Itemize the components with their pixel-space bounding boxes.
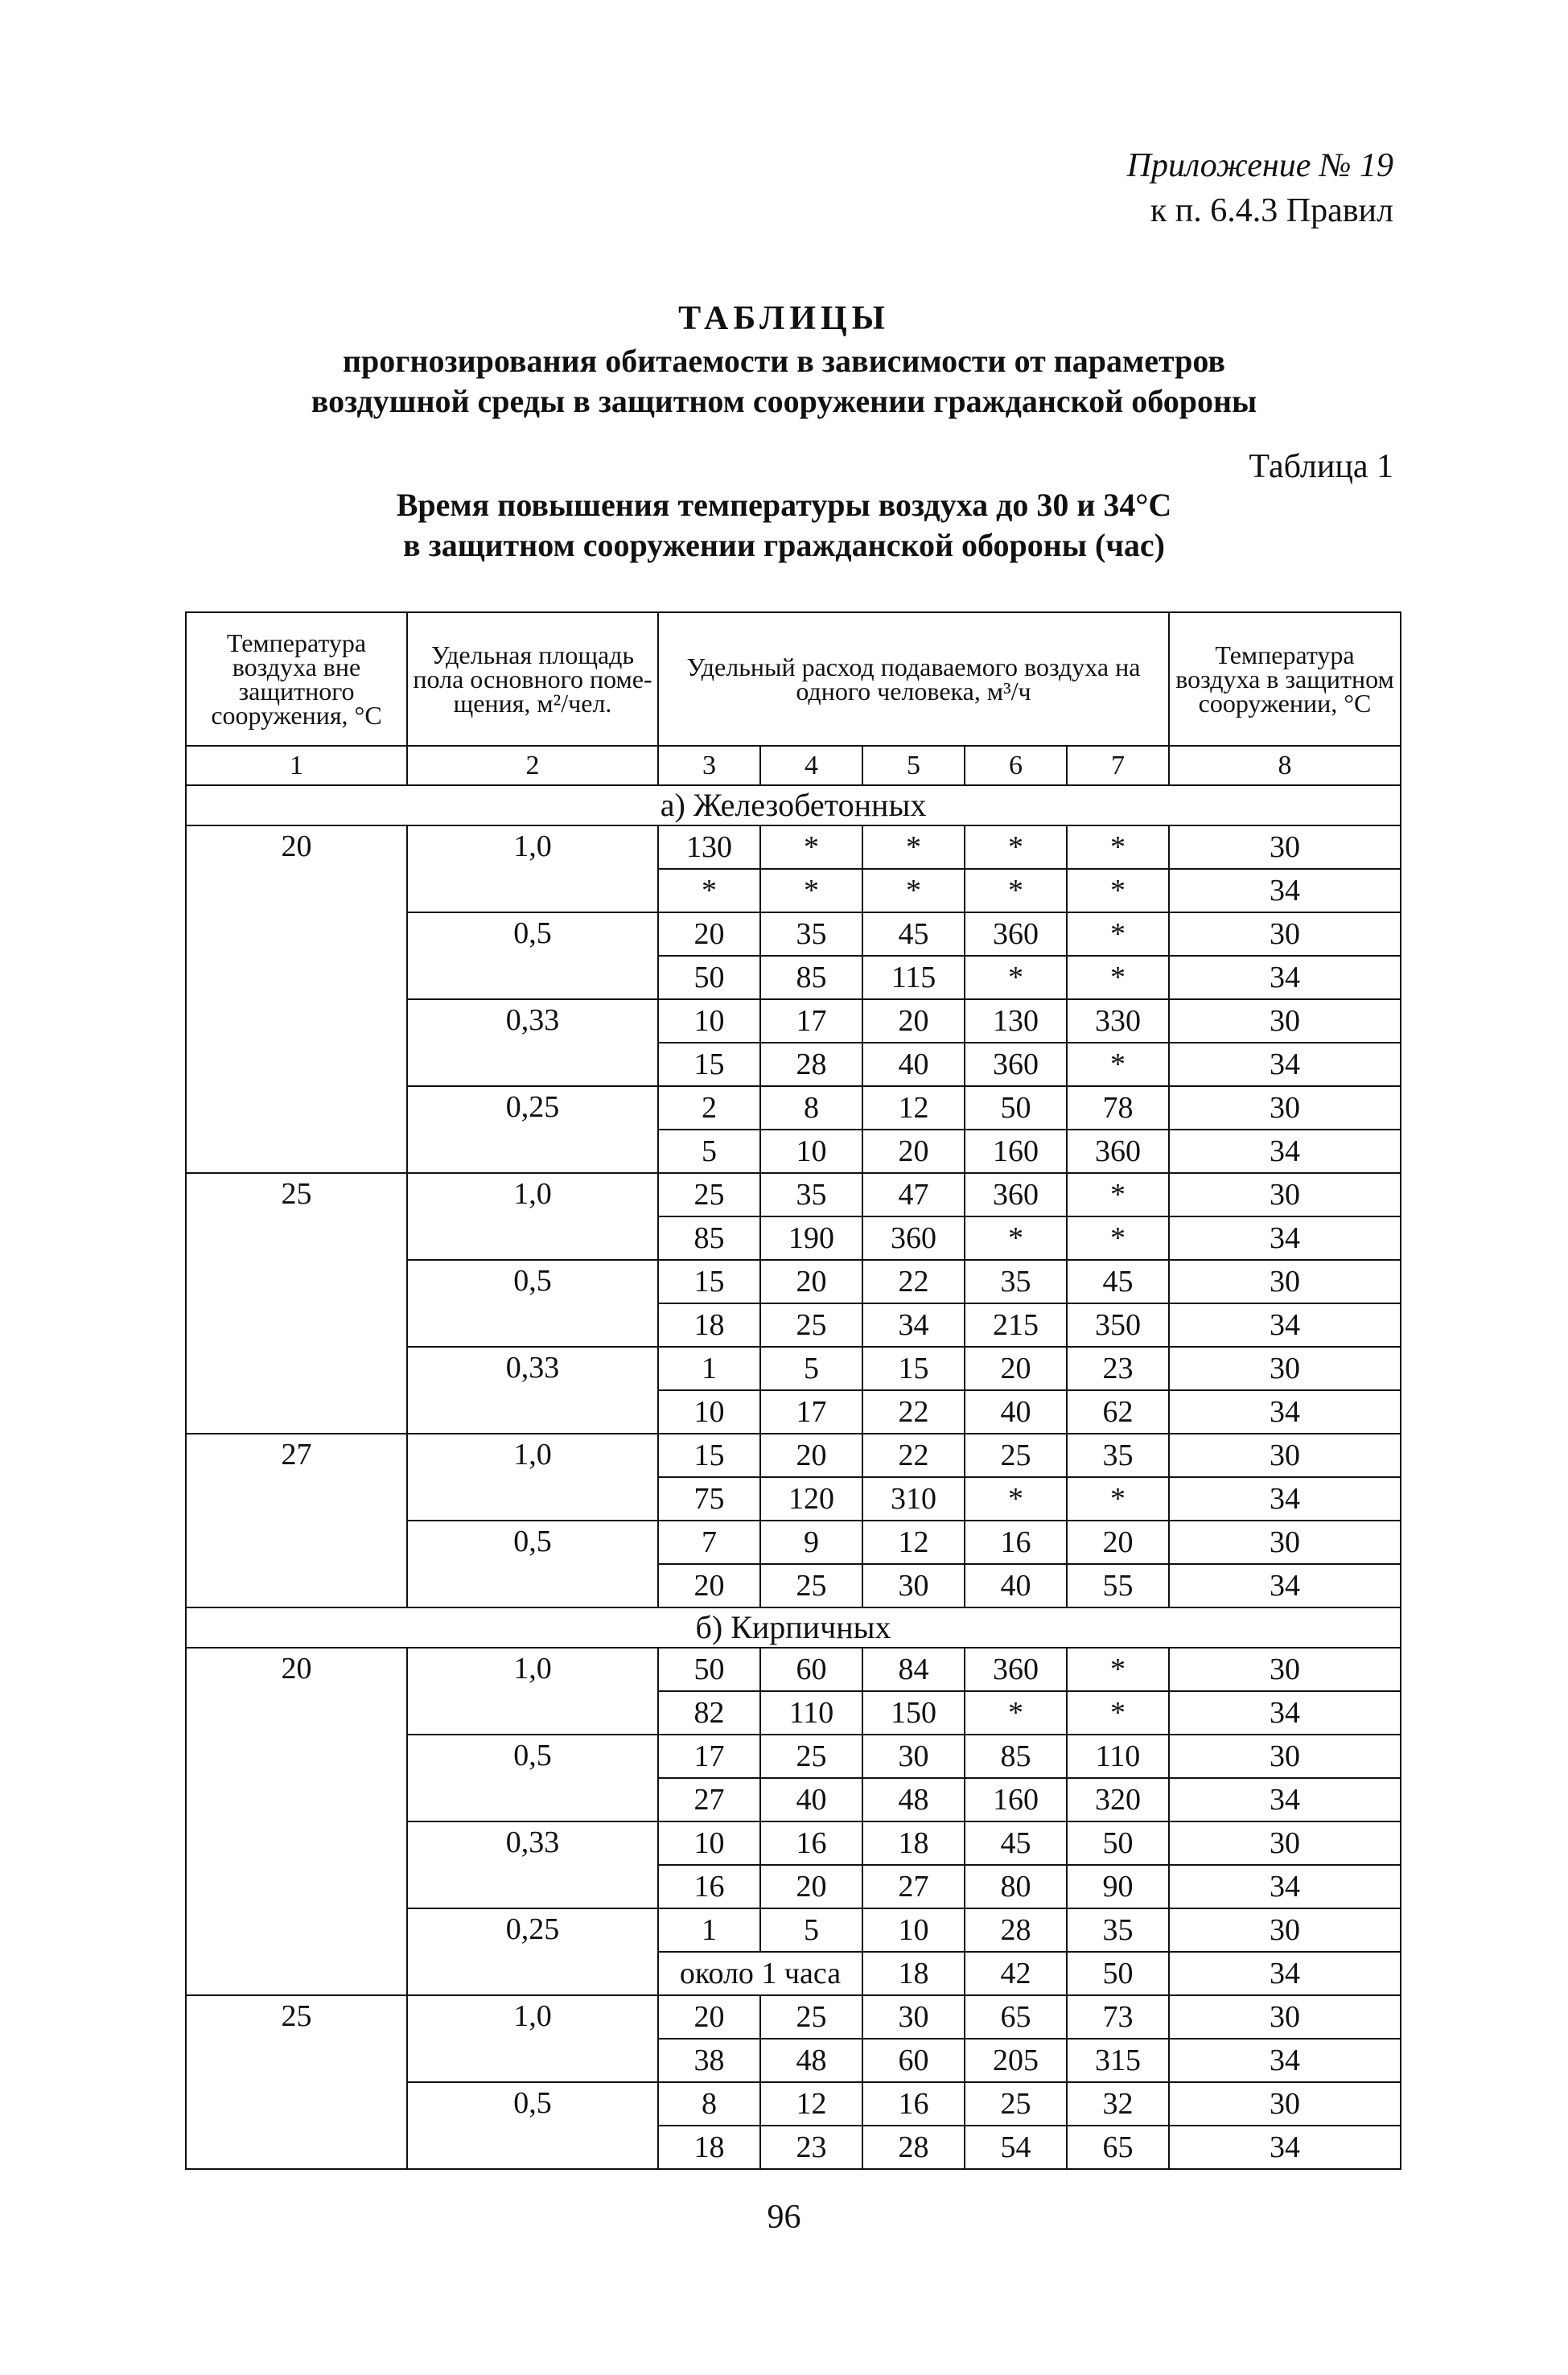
inside-temperature-cell: 34 — [1169, 2126, 1401, 2169]
value-cell: 20 — [760, 1434, 862, 1477]
value-cell: 35 — [1067, 1434, 1169, 1477]
value-cell: 360 — [965, 1173, 1067, 1216]
table-row — [186, 1648, 1401, 1691]
value-cell: 5 — [760, 1908, 862, 1952]
appendix-rule-reference: к п. 6.4.3 Правил — [1150, 192, 1393, 229]
floor-area-cell: 1,0 — [407, 1995, 658, 2082]
inside-temperature-cell: 30 — [1169, 1648, 1401, 1691]
value-cell: * — [760, 825, 862, 869]
inside-temperature-cell: 34 — [1169, 1691, 1401, 1735]
value-cell: 10 — [760, 1130, 862, 1173]
column-numbers-row — [186, 746, 1401, 785]
column-number: 4 — [760, 746, 862, 785]
value-cell: 160 — [965, 1778, 1067, 1821]
value-cell: 28 — [862, 2126, 965, 2169]
inside-temperature-cell: 34 — [1169, 1778, 1401, 1821]
inside-temperature-cell: 30 — [1169, 1086, 1401, 1130]
document-title: ТАБЛИЦЫ — [678, 300, 890, 337]
section-title: б) Кирпичных — [186, 1607, 1401, 1648]
value-cell: 18 — [658, 2126, 760, 2169]
table-caption-line-2: в защитном сооружении гражданской обороны (час) — [403, 527, 1165, 563]
value-cell: 20 — [658, 1564, 760, 1607]
inside-temperature-cell: 30 — [1169, 1995, 1401, 2039]
value-cell: 48 — [760, 2039, 862, 2082]
inside-temperature-cell: 34 — [1169, 1043, 1401, 1086]
floor-area-cell: 1,0 — [407, 1648, 658, 1735]
value-cell: 25 — [965, 2082, 1067, 2126]
value-cell: 10 — [658, 1390, 760, 1434]
value-cell: 30 — [862, 1564, 965, 1607]
floor-area-cell: 0,25 — [407, 1908, 658, 1995]
value-cell: 17 — [658, 1735, 760, 1778]
column-number: 7 — [1067, 746, 1169, 785]
value-cell: 7 — [658, 1521, 760, 1564]
value-cell: 20 — [1067, 1521, 1169, 1564]
value-cell: 27 — [862, 1865, 965, 1908]
value-cell: 110 — [1067, 1735, 1169, 1778]
value-cell: 45 — [862, 912, 965, 956]
column-number: 2 — [407, 746, 658, 785]
inside-temperature-cell: 34 — [1169, 1216, 1401, 1260]
value-cell: * — [965, 825, 1067, 869]
value-cell: * — [1067, 1691, 1169, 1735]
value-cell: 20 — [965, 1347, 1067, 1390]
value-cell: * — [1067, 869, 1169, 912]
floor-area-cell: 0,5 — [407, 912, 658, 999]
inside-temperature-cell: 30 — [1169, 1173, 1401, 1216]
value-cell: 25 — [760, 1995, 862, 2039]
floor-area-cell: 0,25 — [407, 1086, 658, 1173]
value-cell: 2 — [658, 1086, 760, 1130]
value-cell: 315 — [1067, 2039, 1169, 2082]
inside-temperature-cell: 30 — [1169, 999, 1401, 1043]
inside-temperature-cell: 34 — [1169, 1477, 1401, 1521]
floor-area-cell: 0,5 — [407, 1521, 658, 1607]
value-cell: 34 — [862, 1303, 965, 1347]
value-cell: 35 — [760, 1173, 862, 1216]
value-cell: * — [658, 869, 760, 912]
value-cell: 150 — [862, 1691, 965, 1735]
value-cell: 16 — [862, 2082, 965, 2126]
value-cell: 5 — [658, 1130, 760, 1173]
inside-temperature-cell: 30 — [1169, 1521, 1401, 1564]
value-cell: 78 — [1067, 1086, 1169, 1130]
inside-temperature-cell: 30 — [1169, 1260, 1401, 1303]
value-cell: 28 — [965, 1908, 1067, 1952]
value-cell: * — [862, 869, 965, 912]
floor-area-cell: 0,33 — [407, 1821, 658, 1908]
value-cell: 27 — [658, 1778, 760, 1821]
value-cell: 42 — [965, 1952, 1067, 1995]
value-cell: * — [1067, 1477, 1169, 1521]
value-cell: 5 — [760, 1347, 862, 1390]
value-cell: 40 — [965, 1390, 1067, 1434]
value-cell: 360 — [965, 912, 1067, 956]
column-number: 1 — [186, 746, 407, 785]
outside-temperature-cell: 27 — [186, 1434, 407, 1607]
document-subtitle-line-2: воздушной среды в защитном сооружении гражданской обороны — [311, 383, 1257, 419]
header-air-supply-rate: Удельный расход подаваемого воздуха на одного человека, м³/ч — [658, 612, 1169, 746]
value-cell: 65 — [1067, 2126, 1169, 2169]
value-cell: 25 — [760, 1564, 862, 1607]
inside-temperature-cell: 30 — [1169, 1735, 1401, 1778]
value-cell: 190 — [760, 1216, 862, 1260]
appendix-reference — [1127, 143, 1393, 233]
value-cell: 360 — [1067, 1130, 1169, 1173]
inside-temperature-cell: 34 — [1169, 1390, 1401, 1434]
floor-area-cell: 0,5 — [407, 1735, 658, 1821]
value-cell: 15 — [862, 1347, 965, 1390]
inside-temperature-cell: 30 — [1169, 1908, 1401, 1952]
table-row — [186, 1173, 1401, 1216]
value-cell: 8 — [658, 2082, 760, 2126]
value-cell: * — [1067, 1648, 1169, 1691]
value-cell: * — [1067, 825, 1169, 869]
value-cell: 90 — [1067, 1865, 1169, 1908]
value-cell: 30 — [862, 1735, 965, 1778]
value-cell: 9 — [760, 1521, 862, 1564]
value-cell: 23 — [760, 2126, 862, 2169]
value-cell: 65 — [965, 1995, 1067, 2039]
value-cell: 1 — [658, 1347, 760, 1390]
value-cell: 23 — [1067, 1347, 1169, 1390]
table-header-row — [186, 612, 1401, 746]
value-cell: 28 — [760, 1043, 862, 1086]
value-cell: 62 — [1067, 1390, 1169, 1434]
floor-area-cell: 1,0 — [407, 825, 658, 912]
value-cell: 115 — [862, 956, 965, 999]
outside-temperature-cell: 25 — [186, 1995, 407, 2169]
value-cell: 85 — [760, 956, 862, 999]
value-cell: 10 — [862, 1908, 965, 1952]
value-cell: 12 — [862, 1521, 965, 1564]
value-cell: 205 — [965, 2039, 1067, 2082]
value-cell: 50 — [658, 1648, 760, 1691]
value-cell: 20 — [760, 1260, 862, 1303]
value-cell: 17 — [760, 999, 862, 1043]
value-cell: 25 — [760, 1735, 862, 1778]
value-cell: 16 — [658, 1865, 760, 1908]
value-cell: 310 — [862, 1477, 965, 1521]
floor-area-cell: 0,33 — [407, 1347, 658, 1434]
inside-temperature-cell: 30 — [1169, 1434, 1401, 1477]
outside-temperature-cell: 20 — [186, 1648, 407, 1995]
value-cell: 18 — [658, 1303, 760, 1347]
value-cell: 20 — [760, 1865, 862, 1908]
appendix-number: Приложение № 19 — [1126, 147, 1393, 184]
inside-temperature-cell: 34 — [1169, 956, 1401, 999]
floor-area-cell: 0,5 — [407, 1260, 658, 1347]
value-cell: * — [1067, 1043, 1169, 1086]
value-cell: 10 — [658, 999, 760, 1043]
value-cell: 18 — [862, 1821, 965, 1865]
inside-temperature-cell: 30 — [1169, 912, 1401, 956]
value-cell: 16 — [965, 1521, 1067, 1564]
value-cell: 84 — [862, 1648, 965, 1691]
inside-temperature-cell: 34 — [1169, 1130, 1401, 1173]
value-cell: 110 — [760, 1691, 862, 1735]
floor-area-cell: 0,5 — [407, 2082, 658, 2169]
value-cell: * — [1067, 956, 1169, 999]
value-cell: 22 — [862, 1260, 965, 1303]
section-row — [186, 785, 1401, 825]
value-cell: 20 — [658, 912, 760, 956]
value-cell: 54 — [965, 2126, 1067, 2169]
value-cell: 35 — [1067, 1908, 1169, 1952]
value-cell: 35 — [965, 1260, 1067, 1303]
value-cell: 75 — [658, 1477, 760, 1521]
value-cell: 15 — [658, 1043, 760, 1086]
value-cell: 82 — [658, 1691, 760, 1735]
value-cell: 20 — [862, 1130, 965, 1173]
value-cell: 45 — [965, 1821, 1067, 1865]
value-cell: 16 — [760, 1821, 862, 1865]
inside-temperature-cell: 34 — [1169, 1564, 1401, 1607]
value-cell: 50 — [658, 956, 760, 999]
value-cell: 17 — [760, 1390, 862, 1434]
value-cell: 38 — [658, 2039, 760, 2082]
value-cell: 360 — [862, 1216, 965, 1260]
value-cell: 1 — [658, 1908, 760, 1952]
value-cell: 120 — [760, 1477, 862, 1521]
value-cell: 18 — [862, 1952, 965, 1995]
header-inside-temperature: Температура воздуха в защитном сооружении, °С — [1169, 612, 1401, 746]
value-cell: * — [1067, 1216, 1169, 1260]
value-cell: 48 — [862, 1778, 965, 1821]
section-row — [186, 1607, 1401, 1648]
value-cell: 15 — [658, 1260, 760, 1303]
value-cell: 80 — [965, 1865, 1067, 1908]
value-cell: 85 — [965, 1735, 1067, 1778]
table-caption — [0, 485, 1568, 566]
header-floor-area: Удельная площадь пола основного поме-щения, м²/чел. — [407, 612, 658, 746]
value-cell: 22 — [862, 1390, 965, 1434]
table-row — [186, 1995, 1401, 2039]
value-cell: 73 — [1067, 1995, 1169, 2039]
header-outside-temperature: Температура воздуха вне защитного сооружения, °С — [186, 612, 407, 746]
value-cell: 20 — [862, 999, 965, 1043]
value-cell: 130 — [658, 825, 760, 869]
value-cell: * — [1067, 1173, 1169, 1216]
column-number: 6 — [965, 746, 1067, 785]
value-cell: 15 — [658, 1434, 760, 1477]
value-cell: 45 — [1067, 1260, 1169, 1303]
value-cell: 40 — [760, 1778, 862, 1821]
value-cell: * — [1067, 912, 1169, 956]
value-cell: 60 — [862, 2039, 965, 2082]
value-cell: 25 — [760, 1303, 862, 1347]
value-cell: 10 — [658, 1821, 760, 1865]
value-cell: 50 — [1067, 1952, 1169, 1995]
value-cell: 40 — [862, 1043, 965, 1086]
value-cell: 47 — [862, 1173, 965, 1216]
value-cell: 130 — [965, 999, 1067, 1043]
value-cell: 12 — [760, 2082, 862, 2126]
value-cell: 12 — [862, 1086, 965, 1130]
column-number: 3 — [658, 746, 760, 785]
value-cell: 25 — [658, 1173, 760, 1216]
value-cell: * — [965, 869, 1067, 912]
table-label: Таблица 1 — [1249, 448, 1393, 485]
value-cell: 40 — [965, 1564, 1067, 1607]
value-cell: 215 — [965, 1303, 1067, 1347]
document-subtitle-line-1: прогнозирования обитаемости в зависимости от параметров — [342, 343, 1225, 379]
column-number: 8 — [1169, 746, 1401, 785]
table-row — [186, 825, 1401, 869]
inside-temperature-cell: 30 — [1169, 2082, 1401, 2126]
inside-temperature-cell: 30 — [1169, 825, 1401, 869]
table-body — [186, 612, 1401, 2169]
value-cell: * — [965, 1477, 1067, 1521]
value-cell: 25 — [965, 1434, 1067, 1477]
merged-value-cell: около 1 часа — [658, 1952, 862, 1995]
value-cell: 85 — [658, 1216, 760, 1260]
value-cell: 60 — [760, 1648, 862, 1691]
section-title: а) Железобетонных — [186, 785, 1401, 825]
value-cell: 35 — [760, 912, 862, 956]
value-cell: 50 — [965, 1086, 1067, 1130]
inside-temperature-cell: 30 — [1169, 1821, 1401, 1865]
value-cell: 55 — [1067, 1564, 1169, 1607]
column-number: 5 — [862, 746, 965, 785]
value-cell: 330 — [1067, 999, 1169, 1043]
title-block — [0, 296, 1568, 422]
floor-area-cell: 1,0 — [407, 1434, 658, 1521]
value-cell: * — [760, 869, 862, 912]
inside-temperature-cell: 34 — [1169, 1865, 1401, 1908]
inside-temperature-cell: 34 — [1169, 869, 1401, 912]
page-number: 96 — [767, 2199, 801, 2236]
value-cell: 22 — [862, 1434, 965, 1477]
value-cell: 320 — [1067, 1778, 1169, 1821]
floor-area-cell: 1,0 — [407, 1173, 658, 1260]
value-cell: 8 — [760, 1086, 862, 1130]
table-caption-line-1: Время повышения температуры воздуха до 30 и 34°С — [396, 487, 1172, 523]
value-cell: 30 — [862, 1995, 965, 2039]
habitability-table — [185, 611, 1401, 2170]
value-cell: 350 — [1067, 1303, 1169, 1347]
value-cell: 360 — [965, 1043, 1067, 1086]
value-cell: * — [965, 956, 1067, 999]
outside-temperature-cell: 25 — [186, 1173, 407, 1434]
value-cell: 20 — [658, 1995, 760, 2039]
inside-temperature-cell: 34 — [1169, 1303, 1401, 1347]
inside-temperature-cell: 30 — [1169, 1347, 1401, 1390]
inside-temperature-cell: 34 — [1169, 2039, 1401, 2082]
value-cell: * — [862, 825, 965, 869]
value-cell: 160 — [965, 1130, 1067, 1173]
inside-temperature-cell: 34 — [1169, 1952, 1401, 1995]
value-cell: 32 — [1067, 2082, 1169, 2126]
outside-temperature-cell: 20 — [186, 825, 407, 1173]
floor-area-cell: 0,33 — [407, 999, 658, 1086]
table-row — [186, 1434, 1401, 1477]
value-cell: 360 — [965, 1648, 1067, 1691]
value-cell: * — [965, 1216, 1067, 1260]
value-cell: 50 — [1067, 1821, 1169, 1865]
value-cell: * — [965, 1691, 1067, 1735]
